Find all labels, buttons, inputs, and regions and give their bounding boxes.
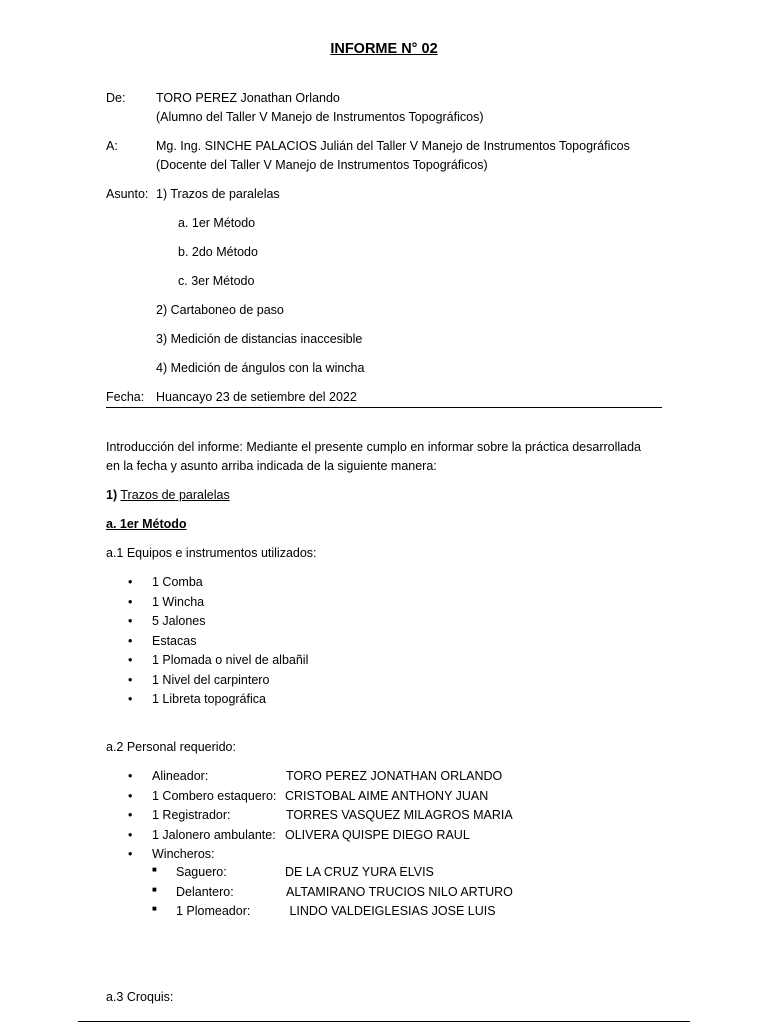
document-title: INFORME N° 02	[330, 41, 438, 57]
asunto-label: Asunto:	[106, 187, 149, 201]
list-item: • 1 Jalonero ambulante: OLIVERA QUISPE DIEGO RAUL	[128, 827, 470, 842]
bullet-icon: •	[128, 808, 133, 822]
list-item: ■ 1 Plomeador: LINDO VALDEIGLESIAS JOSE LUIS	[152, 904, 496, 918]
fecha-label: Fecha:	[106, 390, 145, 404]
a1-title: a.1 Equipos e instrumentos utilizados:	[106, 546, 317, 560]
de-line-1: TORO PEREZ Jonathan Orlando	[156, 91, 340, 105]
subsection-a-heading: a. 1er Método	[106, 517, 187, 531]
list-item: • 1 Comba	[128, 575, 203, 589]
square-bullet-icon: ■	[152, 865, 157, 874]
fecha-value: Huancayo 23 de setiembre del 2022	[156, 390, 357, 404]
asunto-item: 4) Medición de ángulos con la wincha	[156, 361, 365, 375]
intro-line-2: en la fecha y asunto arriba indicada de la siguiente manera:	[106, 459, 437, 473]
list-item: • 1 Libreta topográfica	[128, 692, 266, 706]
page-bottom-rule	[78, 1021, 690, 1022]
section-1-number: 1)	[106, 488, 118, 502]
header-divider	[106, 407, 662, 408]
a-line-2: (Docente del Taller V Manejo de Instrumentos Topográficos)	[156, 158, 488, 172]
a2-title: a.2 Personal requerido:	[106, 740, 236, 754]
a-line-1: Mg. Ing. SINCHE PALACIOS Julián del Taller V Manejo de Instrumentos Topográficos	[156, 139, 630, 153]
asunto-item: a. 1er Método	[178, 216, 256, 230]
list-item: ■ Delantero: ALTAMIRANO TRUCIOS NILO ARTURO	[152, 884, 513, 899]
bullet-icon: •	[128, 653, 133, 667]
bullet-icon: •	[128, 788, 133, 803]
asunto-item: c. 3er Método	[178, 274, 255, 288]
personal-list	[128, 770, 668, 868]
bullet-icon: •	[128, 575, 133, 589]
equipos-list	[128, 576, 648, 713]
section-1-heading	[106, 489, 230, 502]
list-item: • Alineador: TORO PEREZ JONATHAN ORLANDO	[128, 769, 503, 783]
list-item: ■ Saguero: DE LA CRUZ YURA ELVIS	[152, 865, 434, 879]
intro-line-1: Introducción del informe: Mediante el presente cumplo en informar sobre la práctica desarrollada	[106, 440, 642, 454]
asunto-item: b. 2do Método	[178, 245, 258, 259]
a3-title: a.3 Croquis:	[106, 990, 174, 1004]
section-1-title: Trazos de paralelas	[120, 488, 230, 502]
list-item: • 1 Nivel del carpintero	[128, 672, 270, 687]
de-line-2: (Alumno del Taller V Manejo de Instrumentos Topográficos)	[156, 110, 484, 124]
square-bullet-icon: ■	[152, 884, 157, 894]
bullet-icon: •	[128, 827, 133, 842]
bullet-icon: •	[128, 594, 133, 609]
list-item: • Estacas	[128, 633, 197, 648]
list-item: • 1 Plomada o nivel de albañil	[128, 653, 309, 667]
wincheros-list	[152, 866, 672, 925]
list-item: • Wincheros:	[128, 847, 215, 861]
a-label: A:	[106, 139, 118, 153]
list-item: • 1 Combero estaquero: CRISTOBAL AIME ANTHONY JUAN	[128, 788, 489, 803]
bullet-icon: •	[128, 633, 133, 648]
bullet-icon: •	[128, 847, 133, 861]
asunto-item: 3) Medición de distancias inaccesible	[156, 332, 363, 346]
bullet-icon: •	[128, 672, 133, 687]
bullet-icon: •	[128, 769, 133, 783]
list-item: • 5 Jalones	[128, 614, 206, 628]
list-item: • 1 Registrador: TORRES VASQUEZ MILAGROS MARIA	[128, 808, 513, 822]
de-label: De:	[106, 91, 126, 105]
asunto-item: 2) Cartaboneo de paso	[156, 303, 284, 317]
square-bullet-icon: ■	[152, 904, 157, 913]
bullet-icon: •	[128, 692, 133, 706]
list-item: • 1 Wincha	[128, 594, 205, 609]
bullet-icon: •	[128, 614, 133, 628]
asunto-item: 1) Trazos de paralelas	[156, 187, 280, 201]
